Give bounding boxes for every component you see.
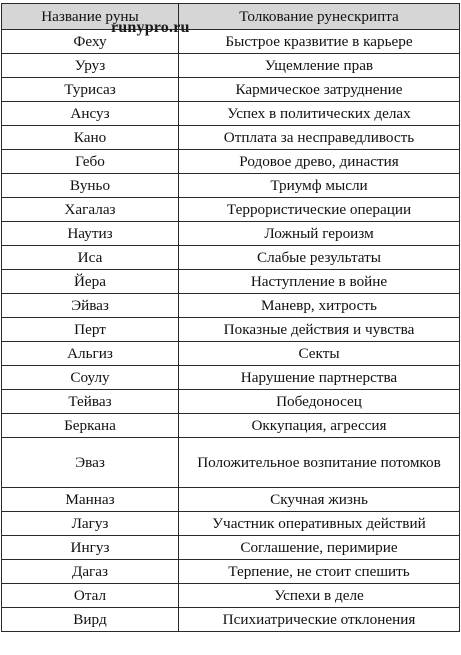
rune-interpretation-cell: Участник оперативных действий: [179, 512, 460, 536]
table-row: [2, 30, 460, 54]
rune-name-cell: Ингуз: [2, 536, 179, 560]
rune-interpretation-cell: Успех в политических делах: [179, 102, 460, 126]
rune-name-cell: Вирд: [2, 608, 179, 632]
table-row: [2, 560, 460, 584]
column-header-rune-name: Название руны: [2, 4, 179, 30]
table-body: [2, 30, 460, 632]
table-row: [2, 512, 460, 536]
rune-name-cell: Перт: [2, 318, 179, 342]
table-row: [2, 318, 460, 342]
table-row: [2, 488, 460, 512]
rune-interpretation-cell: Положительное возпитание потомков: [179, 438, 460, 488]
rune-name-cell: Эваз: [2, 438, 179, 488]
rune-name-cell: Лагуз: [2, 512, 179, 536]
rune-interpretation-cell: Показные действия и чувства: [179, 318, 460, 342]
rune-name-cell: Тейваз: [2, 390, 179, 414]
rune-name-cell: Хагалаз: [2, 198, 179, 222]
rune-interpretation-cell: Оккупация, агрессия: [179, 414, 460, 438]
rune-interpretation-cell: Нарушение партнерства: [179, 366, 460, 390]
table-row: [2, 294, 460, 318]
rune-interpretation-cell: Террористические операции: [179, 198, 460, 222]
rune-name-cell: Дагаз: [2, 560, 179, 584]
rune-name-cell: Йера: [2, 270, 179, 294]
rune-interpretation-cell: Наступление в войне: [179, 270, 460, 294]
table-row: [2, 536, 460, 560]
table-row: [2, 246, 460, 270]
table-row: [2, 102, 460, 126]
rune-name-cell: Гебо: [2, 150, 179, 174]
rune-name-cell: Соулу: [2, 366, 179, 390]
rune-interpretation-cell: Победоносец: [179, 390, 460, 414]
runes-table-container: [1, 3, 459, 632]
table-row: [2, 270, 460, 294]
rune-name-cell: Отал: [2, 584, 179, 608]
table-row: [2, 150, 460, 174]
table-row: [2, 366, 460, 390]
table-row: [2, 54, 460, 78]
table-header-row: [2, 4, 460, 30]
runes-table: [1, 3, 460, 632]
rune-interpretation-cell: Психиатрические отклонения: [179, 608, 460, 632]
table-row: [2, 342, 460, 366]
rune-interpretation-cell: Отплата за несправедливость: [179, 126, 460, 150]
rune-name-cell: Наутиз: [2, 222, 179, 246]
rune-interpretation-cell: Соглашение, перимирие: [179, 536, 460, 560]
table-row: [2, 438, 460, 488]
rune-interpretation-cell: Слабые результаты: [179, 246, 460, 270]
rune-interpretation-cell: Терпение, не стоит спешить: [179, 560, 460, 584]
rune-name-cell: Альгиз: [2, 342, 179, 366]
table-row: [2, 198, 460, 222]
rune-name-cell: Вуньо: [2, 174, 179, 198]
rune-interpretation-cell: Маневр, хитрость: [179, 294, 460, 318]
rune-name-cell: Уруз: [2, 54, 179, 78]
rune-name-cell: Иса: [2, 246, 179, 270]
rune-name-cell: Беркана: [2, 414, 179, 438]
rune-interpretation-cell: Секты: [179, 342, 460, 366]
table-row: [2, 414, 460, 438]
table-row: [2, 222, 460, 246]
rune-interpretation-cell: Быстрое кразвитие в карьере: [179, 30, 460, 54]
rune-name-cell: Турисаз: [2, 78, 179, 102]
rune-name-cell: Феху: [2, 30, 179, 54]
table-row: [2, 174, 460, 198]
rune-interpretation-cell: Триумф мысли: [179, 174, 460, 198]
rune-interpretation-cell: Ущемление прав: [179, 54, 460, 78]
table-row: [2, 126, 460, 150]
rune-interpretation-cell: Ложный героизм: [179, 222, 460, 246]
rune-interpretation-cell: Успехи в деле: [179, 584, 460, 608]
rune-name-cell: Ансуз: [2, 102, 179, 126]
table-row: [2, 78, 460, 102]
site-watermark: runypro.ru: [111, 19, 190, 36]
rune-name-cell: Манназ: [2, 488, 179, 512]
rune-interpretation-cell: Скучная жизнь: [179, 488, 460, 512]
rune-interpretation-cell: Кармическое затруднение: [179, 78, 460, 102]
column-header-interpretation: Толкование рунескрипта: [179, 4, 460, 30]
table-row: [2, 584, 460, 608]
rune-interpretation-cell: Родовое древо, династия: [179, 150, 460, 174]
table-row: [2, 390, 460, 414]
rune-name-cell: Кано: [2, 126, 179, 150]
rune-name-cell: Эйваз: [2, 294, 179, 318]
table-row: [2, 608, 460, 632]
